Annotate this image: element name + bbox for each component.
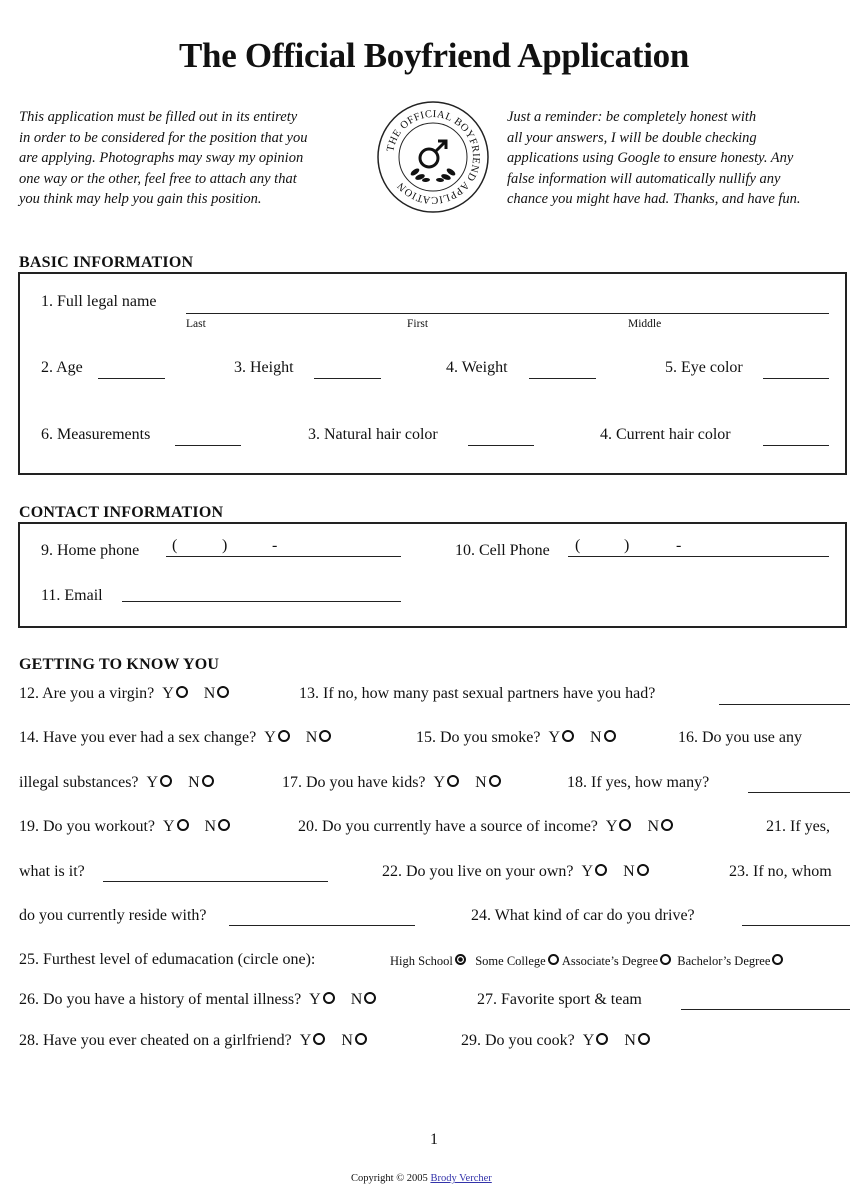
eye-color-label: 5. Eye color bbox=[665, 359, 743, 376]
radio-circle-icon[interactable] bbox=[562, 730, 574, 742]
yes-option[interactable] bbox=[264, 729, 290, 746]
radio-circle-icon[interactable] bbox=[660, 954, 671, 965]
radio-circle-icon[interactable] bbox=[638, 1033, 650, 1045]
q16-substances bbox=[19, 774, 214, 792]
q19-label: 19. Do you workout? bbox=[19, 818, 155, 835]
yes-label: Y bbox=[309, 991, 321, 1008]
q27-field[interactable] bbox=[681, 1009, 850, 1010]
cell-phone-dash: - bbox=[676, 537, 682, 554]
q25-education-options bbox=[390, 954, 783, 969]
q21-field[interactable] bbox=[103, 881, 328, 882]
q18-label: 18. If yes, how many? bbox=[567, 774, 710, 791]
edu-option-label: Some College bbox=[475, 954, 546, 968]
radio-circle-icon[interactable] bbox=[596, 1033, 608, 1045]
radio-circle-icon[interactable] bbox=[319, 730, 331, 742]
intro-right-line: Just a reminder: be completely honest with bbox=[507, 109, 757, 125]
age-label: 2. Age bbox=[41, 359, 83, 376]
q28-label: 28. Have you ever cheated on a girlfriend? bbox=[19, 1032, 292, 1049]
no-label: N bbox=[188, 774, 200, 791]
radio-circle-icon[interactable] bbox=[604, 730, 616, 742]
no-option[interactable] bbox=[475, 774, 501, 791]
q17-kids bbox=[282, 774, 501, 792]
yes-option[interactable] bbox=[582, 863, 608, 880]
seal-inner-ring bbox=[399, 123, 467, 191]
intro-right-line: chance you might have had. Thanks, and have fun. bbox=[507, 191, 801, 207]
author-link[interactable]: Brody Vercher bbox=[430, 1173, 492, 1184]
no-option[interactable] bbox=[623, 863, 649, 880]
no-label: N bbox=[204, 818, 217, 835]
copyright-footer bbox=[351, 1173, 492, 1184]
edu-option-some-college[interactable] bbox=[475, 954, 558, 968]
page-title: The Official Boyfriend Application bbox=[179, 36, 689, 75]
radio-circle-icon[interactable] bbox=[202, 775, 214, 787]
no-option[interactable] bbox=[188, 774, 214, 791]
radio-circle-icon[interactable] bbox=[619, 819, 631, 831]
edu-option-associates[interactable] bbox=[562, 954, 671, 968]
no-label: N bbox=[305, 729, 318, 746]
no-label: N bbox=[203, 685, 216, 702]
full-name-field[interactable] bbox=[186, 313, 829, 314]
q13-field[interactable] bbox=[719, 704, 850, 705]
q24-field[interactable] bbox=[742, 925, 850, 926]
intro-right bbox=[507, 107, 801, 210]
q13-label: 13. If no, how many past sexual partners have you had? bbox=[299, 685, 656, 702]
home-phone-paren-close: ) bbox=[222, 537, 228, 554]
contact-info-box bbox=[18, 522, 847, 628]
radio-circle-icon[interactable] bbox=[447, 775, 459, 787]
natural-hair-color-label: 3. Natural hair color bbox=[308, 426, 438, 443]
yes-option[interactable] bbox=[309, 991, 335, 1008]
radio-circle-icon[interactable] bbox=[176, 686, 188, 698]
q27-label: 27. Favorite sport & team bbox=[477, 991, 642, 1008]
cell-phone-paren-open: ( bbox=[575, 537, 581, 554]
no-option[interactable] bbox=[205, 818, 231, 835]
yes-label: Y bbox=[581, 863, 594, 880]
q28-cheated bbox=[19, 1032, 367, 1050]
q24-label: 24. What kind of car do you drive? bbox=[471, 907, 695, 924]
no-option[interactable] bbox=[306, 729, 332, 746]
radio-circle-icon[interactable] bbox=[489, 775, 501, 787]
radio-circle-icon[interactable] bbox=[637, 864, 649, 876]
name-part-last: Last bbox=[186, 318, 206, 330]
copyright-text: Copyright © 2005 bbox=[351, 1173, 428, 1184]
measurements-field[interactable] bbox=[175, 445, 241, 446]
q12-virgin bbox=[19, 685, 229, 703]
radio-circle-icon[interactable] bbox=[595, 864, 607, 876]
no-option[interactable] bbox=[351, 991, 377, 1008]
section-heading-contact: CONTACT INFORMATION bbox=[19, 504, 224, 521]
intro-right-line: all your answers, I will be double checking bbox=[507, 129, 757, 146]
q29-label: 29. Do you cook? bbox=[461, 1032, 575, 1049]
edu-option-label: High School bbox=[390, 954, 453, 968]
eye-color-field[interactable] bbox=[763, 378, 829, 379]
cell-phone-paren-close: ) bbox=[624, 537, 630, 554]
no-label: N bbox=[341, 1032, 353, 1049]
no-label: N bbox=[624, 1032, 636, 1049]
intro-left bbox=[19, 107, 308, 210]
q16-label-part2: illegal substances? bbox=[19, 774, 139, 791]
natural-hair-color-field[interactable] bbox=[468, 445, 534, 446]
yes-option[interactable] bbox=[434, 774, 460, 791]
current-hair-color-label: 4. Current hair color bbox=[600, 426, 731, 443]
yes-option[interactable] bbox=[162, 685, 188, 702]
yes-option[interactable] bbox=[163, 818, 189, 835]
radio-circle-icon[interactable] bbox=[160, 775, 172, 787]
radio-circle-icon[interactable] bbox=[772, 954, 783, 965]
no-label: N bbox=[475, 774, 487, 791]
yes-option[interactable] bbox=[300, 1032, 326, 1049]
yes-label: Y bbox=[162, 818, 175, 835]
radio-circle-icon[interactable] bbox=[661, 819, 673, 831]
section-heading-gtky: GETTING TO KNOW YOU bbox=[19, 656, 220, 673]
q16-label-part1: 16. Do you use any bbox=[678, 729, 802, 746]
q23-label-part1: 23. If no, whom bbox=[729, 863, 832, 880]
measurements-label: 6. Measurements bbox=[41, 426, 151, 443]
intro-right-line: false information will automatically nullify any bbox=[507, 170, 781, 187]
name-part-first: First bbox=[407, 318, 429, 330]
radio-circle-icon[interactable] bbox=[364, 992, 376, 1004]
intro-left-line: in order to be considered for the position that you bbox=[19, 129, 308, 146]
yes-label: Y bbox=[264, 729, 276, 746]
name-part-middle: Middle bbox=[628, 318, 662, 330]
radio-selected-icon[interactable] bbox=[455, 954, 466, 965]
intro-right-line: applications using Google to ensure honesty. Any bbox=[507, 150, 794, 166]
male-symbol-icon bbox=[420, 141, 446, 167]
intro-left-line: This application must be filled out in its entirety bbox=[19, 109, 298, 125]
q21-label-part2: what is it? bbox=[19, 863, 85, 880]
yes-label: Y bbox=[582, 1032, 595, 1049]
q14-label: 14. Have you ever had a sex change? bbox=[19, 729, 257, 746]
yes-option[interactable] bbox=[548, 729, 574, 746]
home-phone-field[interactable] bbox=[166, 556, 401, 557]
home-phone-dash: - bbox=[272, 537, 278, 554]
intro-left-line: you think may help you gain this position. bbox=[19, 191, 262, 207]
full-name-label: 1. Full legal name bbox=[41, 293, 157, 310]
radio-circle-icon[interactable] bbox=[323, 992, 335, 1004]
radio-circle-icon[interactable] bbox=[177, 819, 189, 831]
no-option[interactable] bbox=[204, 685, 230, 702]
yes-label: Y bbox=[146, 774, 159, 791]
q20-label: 20. Do you currently have a source of income? bbox=[298, 818, 598, 835]
intro-left-line: one way or the other, feel free to attach any that bbox=[19, 170, 297, 187]
current-hair-color-field[interactable] bbox=[763, 445, 829, 446]
yes-option[interactable] bbox=[583, 1032, 609, 1049]
q21-label-part1: 21. If yes, bbox=[766, 818, 830, 835]
radio-circle-icon[interactable] bbox=[548, 954, 559, 965]
seal-ring-text: THE OFFICIAL BOYFRIEND APPLICATION bbox=[385, 108, 482, 206]
q29-cook bbox=[461, 1032, 650, 1050]
radio-circle-icon[interactable] bbox=[278, 730, 290, 742]
no-label: N bbox=[590, 729, 602, 746]
q18-field[interactable] bbox=[748, 792, 850, 793]
no-option[interactable] bbox=[624, 1032, 650, 1049]
q25-label: 25. Furthest level of edumacation (circle one): bbox=[19, 951, 316, 968]
radio-circle-icon[interactable] bbox=[218, 819, 230, 831]
q22-label: 22. Do you live on your own? bbox=[382, 863, 574, 880]
home-phone-label: 9. Home phone bbox=[41, 542, 140, 559]
official-seal bbox=[369, 98, 497, 216]
edu-option-label: Associate’s Degree bbox=[561, 954, 658, 968]
q23-field[interactable] bbox=[229, 925, 415, 926]
q26-label: 26. Do you have a history of mental illness? bbox=[19, 991, 302, 1008]
edu-option-high-school[interactable] bbox=[390, 954, 466, 968]
q23-label-part2: do you currently reside with? bbox=[19, 907, 207, 924]
no-option[interactable] bbox=[590, 729, 616, 746]
yes-option[interactable] bbox=[606, 818, 632, 835]
yes-label: Y bbox=[299, 1032, 312, 1049]
q22-live-alone bbox=[382, 863, 649, 881]
q17-label: 17. Do you have kids? bbox=[282, 774, 426, 791]
cell-phone-field[interactable] bbox=[568, 556, 829, 557]
q26-mental-illness bbox=[19, 991, 376, 1009]
edu-option-label: Bachelor’s Degree bbox=[677, 954, 771, 968]
section-heading-basic: BASIC INFORMATION bbox=[19, 254, 194, 271]
radio-circle-icon[interactable] bbox=[313, 1033, 325, 1045]
edu-option-bachelors[interactable] bbox=[677, 954, 783, 968]
laurel-icon bbox=[409, 167, 456, 182]
page-number: 1 bbox=[430, 1131, 438, 1148]
q15-label: 15. Do you smoke? bbox=[416, 729, 541, 746]
email-label: 11. Email bbox=[41, 587, 103, 604]
weight-field[interactable] bbox=[529, 378, 596, 379]
email-field[interactable] bbox=[122, 601, 401, 602]
home-phone-paren-open: ( bbox=[172, 537, 178, 554]
radio-circle-icon[interactable] bbox=[217, 686, 229, 698]
no-label: N bbox=[350, 991, 363, 1008]
no-option[interactable] bbox=[647, 818, 673, 835]
age-field[interactable] bbox=[98, 378, 165, 379]
no-label: N bbox=[647, 818, 660, 835]
height-label: 3. Height bbox=[234, 359, 294, 376]
height-field[interactable] bbox=[314, 378, 381, 379]
yes-label: Y bbox=[433, 774, 446, 791]
yes-label: Y bbox=[548, 729, 560, 746]
q12-label: 12. Are you a virgin? bbox=[19, 685, 155, 702]
no-label: N bbox=[623, 863, 635, 880]
q14-sex-change bbox=[19, 729, 331, 747]
cell-phone-label: 10. Cell Phone bbox=[455, 542, 550, 559]
no-option[interactable] bbox=[341, 1032, 367, 1049]
yes-label: Y bbox=[605, 818, 618, 835]
q19-workout bbox=[19, 818, 230, 836]
yes-label: Y bbox=[162, 685, 174, 702]
weight-label: 4. Weight bbox=[446, 359, 508, 376]
yes-option[interactable] bbox=[147, 774, 173, 791]
q15-smoke bbox=[416, 729, 616, 747]
intro-left-line: are applying. Photographs may sway my opinion bbox=[19, 150, 304, 166]
radio-circle-icon[interactable] bbox=[355, 1033, 367, 1045]
q20-income bbox=[298, 818, 673, 836]
